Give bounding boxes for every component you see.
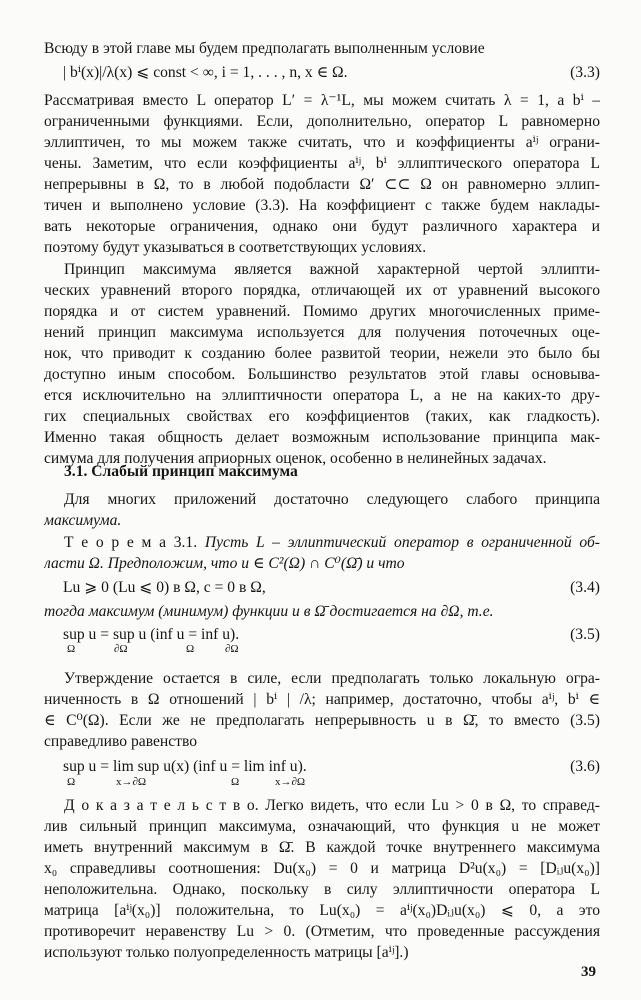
remark-line-2: ниченность в Ω отношений | bⁱ | /λ; например, достаточно, чтобы aⁱʲ, bⁱ ∈ xyxy=(44,691,600,708)
para2-line-10: симума для получения априорных оценок, особенно в нелинейных задачах. xyxy=(44,450,547,467)
theorem-text-3: тогда максимум (минимум) функции u в Ω̄ достигается на ∂Ω, т.е. xyxy=(44,603,494,620)
para2-line-5: нок, что приводит к созданию более развитой теории, нежели это было бы xyxy=(44,345,600,362)
proof-line-4: x₀ справедливы соотношения: Du(x₀) = 0 и матрица D²u(x₀) = [Dᵢⱼu(x₀)] xyxy=(44,860,600,877)
intro-line-5: чены. Заметим, что если коэффициенты aⁱʲ, bⁱ эллиптического оператора L xyxy=(44,155,600,172)
equation-3-3-formula: | bⁱ(x)|/λ(x) ⩽ const < ∞, i = 1, . . . , n, x ∈ Ω. xyxy=(63,64,348,81)
para2-line-6: доступно иным способом. Большинство результатов этой главы основыва- xyxy=(44,366,600,383)
eq35-sub-4: ∂Ω xyxy=(225,643,239,655)
eq36-sub-2: x→∂Ω xyxy=(116,776,147,788)
theorem-line-2 xyxy=(44,553,600,574)
theorem-line-3 xyxy=(44,601,600,622)
equation-3-5-formula: sup u = sup u (inf u = inf u). xyxy=(63,626,240,643)
para2-line-7: ется исключительно на эллиптичности оператора L, а не на каких-то дру- xyxy=(44,387,600,404)
eq35-sub-2: ∂Ω xyxy=(114,643,128,655)
intro-line-6: непрерывны в Ω, то в любой подобласти Ω′ ⊂⊂ Ω он равномерно эллип- xyxy=(44,176,600,193)
proof-line-3: иметь внутренний максимум в Ω̄. В каждой точке внутреннего максимума xyxy=(44,839,600,856)
proof-line-7: противоречит неравенству Lu > 0. (Отметим, что проведенные рассуждения xyxy=(44,923,600,940)
section-title: 3.1. Слабый принцип максимума xyxy=(64,463,298,480)
equation-3-3-number: (3.3) xyxy=(570,64,600,81)
para2-line-8: гих специальных свойствах его коэффициентов (таких, как гладкость). xyxy=(44,408,600,425)
remark-line-3: ∈ C⁰(Ω). Если же не предполагать непрерывность u в Ω̄, то вместо (3.5) xyxy=(44,712,600,729)
equation-3-5 xyxy=(63,624,600,646)
page-number: 39 xyxy=(581,964,596,980)
proof-line-8: используют только полуопределенность матрицы [aⁱʲ].) xyxy=(44,944,409,961)
proof-line-6: матрица [aⁱʲ(x₀)] положительна, то Lu(x₀) = aⁱʲ(x₀)Dᵢⱼu(x₀) ⩽ 0, а это xyxy=(44,902,600,919)
intro-line-1: Всюду в этой главе мы будем предполагать выполненным условие xyxy=(44,40,485,57)
equation-3-4-formula: Lu ⩾ 0 (Lu ⩽ 0) в Ω, c = 0 в Ω, xyxy=(63,579,266,596)
eq35-sub-3: Ω xyxy=(186,643,195,655)
weak-line-1: Для многих приложений достаточно следующего слабого принципа xyxy=(64,491,600,508)
eq35-sub-1: Ω xyxy=(67,643,76,655)
intro-line-9: поэтому будут указываться в соответствующих условиях. xyxy=(44,239,427,256)
theorem-label: Т е о р е м а 3.1. xyxy=(64,534,198,551)
proof-line-1: Д о к а з а т е л ь с т в о. Легко видеть, что если Lu > 0 в Ω, то справед- xyxy=(64,797,600,814)
para2-line-2: ческих уравнений второго порядка, отличающей их от уравнений высокого xyxy=(44,282,600,299)
weak-line-2-italic: максимума. xyxy=(44,512,122,529)
remark-line-1: Утверждение остается в силе, если предполагать только локальную огра- xyxy=(64,670,600,687)
para2-line-4: нений принцип максимума используется для получения поточечных оце- xyxy=(44,324,600,341)
equation-3-4-number: (3.4) xyxy=(570,579,600,596)
weak-line-2 xyxy=(44,510,600,531)
proof-line-5: неположительна. Однако, поскольку в силу эллиптичности оператора L xyxy=(44,881,600,898)
theorem-text-1: Пусть L – эллиптический оператор в ограниченной об- xyxy=(204,534,600,551)
para2-line-3: порядка и от систем уравнений. Помимо других многочисленных приме- xyxy=(44,303,600,320)
intro-line-4: эллиптичен, то мы можем также считать, что и коэффициенты aⁱʲ ограни- xyxy=(44,134,600,151)
intro-line-8: вать некоторые ограничения, однако они будут различного характера и xyxy=(44,218,600,235)
equation-3-6-formula: sup u = lim sup u(x) (inf u = lim inf u). xyxy=(63,758,307,775)
remark-line-4: справедливо равенство xyxy=(44,733,198,750)
theorem-text-2: ласти Ω. Предположим, что u ∈ C²(Ω) ∩ C⁰(Ω̄) и что xyxy=(44,555,405,572)
para2-line-9: Именно такая общность делает возможным использование принципа мак- xyxy=(44,429,600,446)
intro-line-2: Рассматривая вместо L оператор L′ = λ⁻¹L, мы можем считать λ = 1, а bⁱ – xyxy=(44,92,600,109)
eq36-sub-4: x→∂Ω xyxy=(275,776,306,788)
proof-line-2: лив сильный принцип максимума, означающий, что функция u не может xyxy=(44,818,600,835)
equation-3-3 xyxy=(63,62,600,84)
equation-3-6 xyxy=(63,756,600,778)
para2-line-1: Принцип максимума является важной характерной чертой эллипти- xyxy=(64,261,600,278)
equation-3-4 xyxy=(63,577,600,599)
intro-line-7: тичен и выполнено условие (3.3). На коэффициент c также будем наклады- xyxy=(44,197,600,214)
theorem-line-1 xyxy=(64,532,600,553)
intro-line-3: ограниченными функциями. Если, дополнительно, оператор L равномерно xyxy=(44,113,600,130)
eq36-sub-3: Ω xyxy=(231,776,240,788)
equation-3-5-number: (3.5) xyxy=(570,626,600,643)
equation-3-6-number: (3.6) xyxy=(570,758,600,775)
eq36-sub-1: Ω xyxy=(67,776,76,788)
